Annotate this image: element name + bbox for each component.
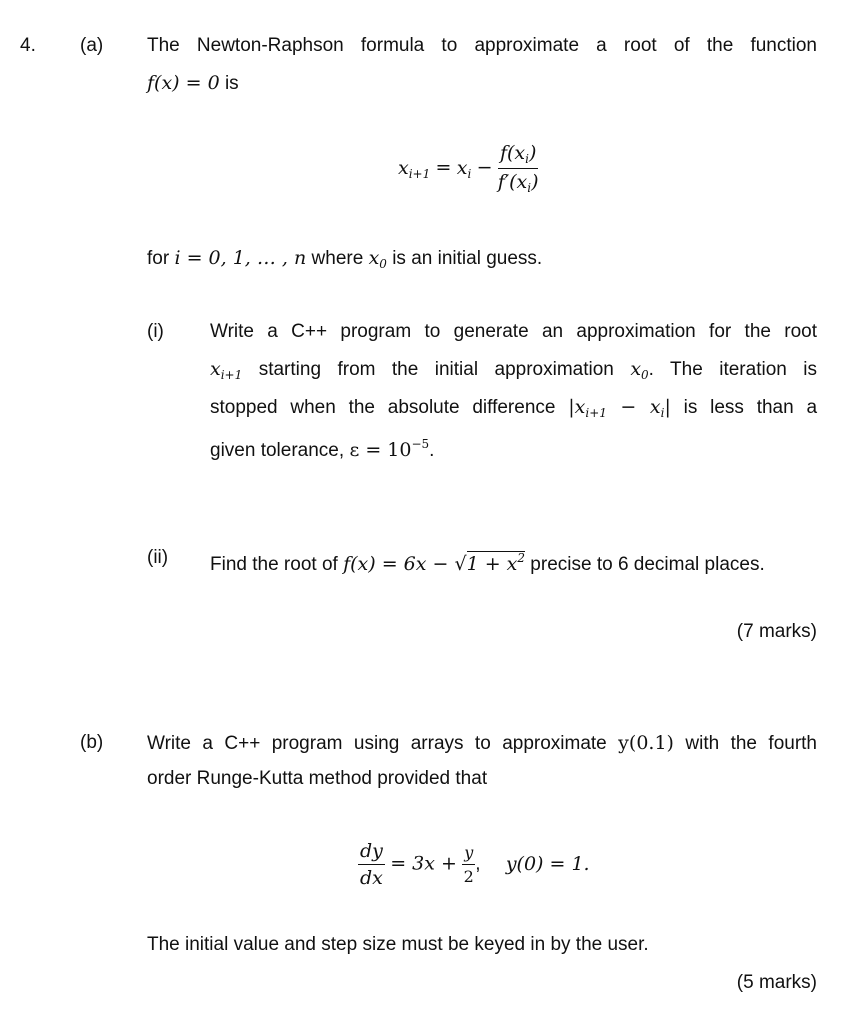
target-value: y(0.1) [618,732,674,754]
sqrt-sign: √ [454,553,467,575]
ode-equation: $\frac{dy}{dx}$ = 3x + $\frac{y}{2}$ , y(0) = 1. [360,840,590,889]
formula-minus: − [476,156,493,179]
part-a-intro-line2 [147,71,239,96]
part-a-marks: (7 marks) [736,621,817,642]
dy-dx: $\frac{dy}{dx}$ [360,840,383,889]
part-a-intro-line1: The Newton-Raphson formula to approximate a root of the function [147,35,817,56]
sub-i-label: (i) [147,321,164,342]
formula-numerator: $f(x_i)$ [498,142,538,169]
intro-is: is [224,73,239,94]
abs-difference: $|x_{i+1} - x_i|$ [568,396,671,420]
initial-condition: y(0) = 1. [505,852,590,875]
part-b-line2: order Runge-Kutta method provided that [147,768,488,789]
formula-lhs: $x_{i+1}$ [398,156,431,181]
fx-equation: f(x) = 0 [147,72,220,94]
newton-raphson-formula [398,142,539,195]
formula-fraction [498,142,539,195]
sub-i-line2: $x_{i+1}$ starting from the initial approximation $x_0$. The iteration is [210,358,818,382]
root-function: $f(x) = 6x - √1 + x^2$ [343,551,526,575]
tolerance: $\varepsilon = 10^{-5}$ [349,437,430,461]
sub-ii-label: (ii) [147,547,169,568]
part-b-label: (b) [80,732,104,753]
iteration-range-line: for i = 0, 1, … , n where $x_0$ is an initial guess. [147,247,543,271]
initial-guess-symbol: $x_0$ [368,247,387,271]
formula-denominator: $f'(x_i)$ [497,171,539,195]
sub-ii-text: Find the root of $f(x) = 6x - √1 + x^2$ precise to 6 decimal places. [210,551,765,575]
part-b-marks: (5 marks) [736,972,817,993]
part-a-label: (a) [80,35,104,56]
sub-i-line3: stopped when the absolute difference $|x_{i+1} - x_i|$ is less than a [210,396,818,420]
y-over-2: $\frac{y}{2}$ [463,843,474,886]
iteration-range: i = 0, 1, … , n [174,247,307,269]
sub-i-line4: given tolerance, $\varepsilon = 10^{-5}$. [210,437,435,461]
part-b-line1: Write a C++ program using arrays to approximate y(0.1) with the fourth [147,732,817,754]
question-number: 4. [20,35,36,56]
formula-xi: $x_i$ [456,156,472,181]
sub-i-line1: Write a C++ program to generate an approximation for the root [210,321,817,342]
ode-rhs: = 3x + [390,852,457,875]
part-b-note: The initial value and step size must be keyed in by the user. [147,934,649,955]
formula-eq: = [435,156,452,179]
